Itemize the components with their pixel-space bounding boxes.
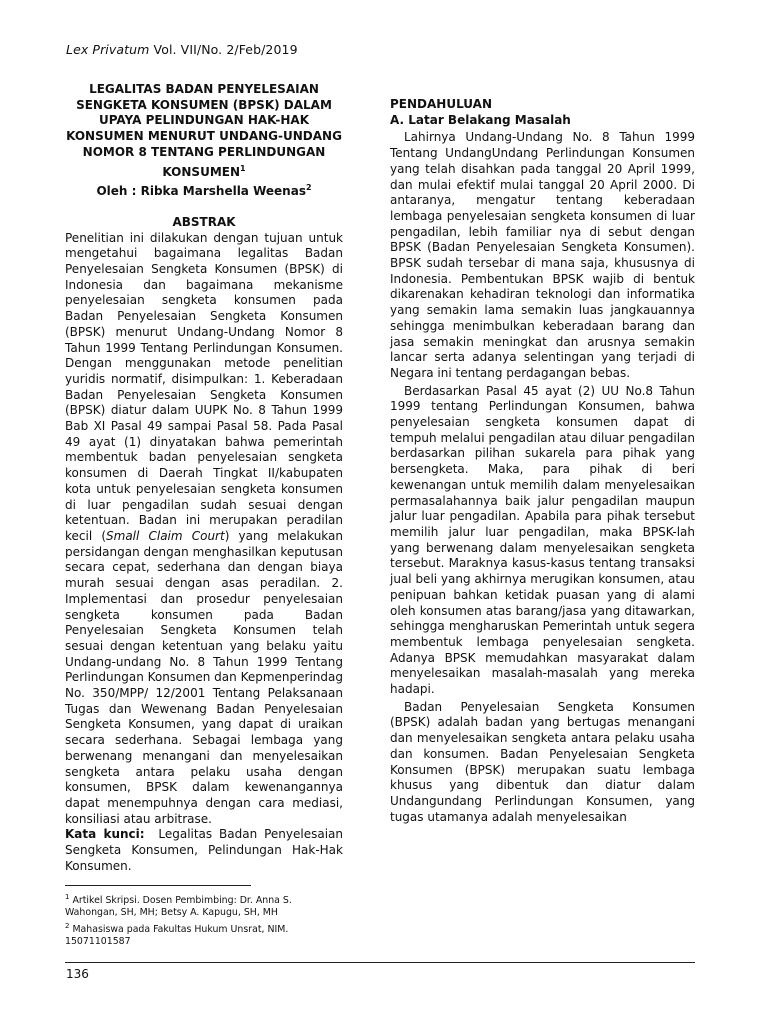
abstract-text-part2: ) yang melakukan persidangan dengan menghasilkan keputusan secara cepat, sederhana dan dengan biaya murah sesuai dengan asas peradilan. 2. Implementasi dan prosedur penyelesaian sengketa konsumen pada Badan Penyelesaian Sengketa Konsumen telah sesuai dengan ketentuan yang belaku yaitu Undang-undang No. 8 Tahun 1999 Tentang Perlindungan Konsumen dan Kepmenperindag No. 350/MPP/ 12/2001 Tentang Pelaksanaan Tugas dan Wewenang Badan Penyelesaian Sengketa Konsumen, yang dapat di uraikan secara sederhana. Sebagai lembaga yang berwenang menangani dan menyelesaikan sengketa antara pelaku usaha dengan konsumen, BPSK dalam kewenangannya dapat menempuhnya dengan cara mediasi, konsiliasi atau arbitrase. [65,528,344,826]
footnote-2-number: 2 [65,921,70,930]
abstract-body [65,231,343,828]
keywords [65,827,343,874]
article-author [65,180,343,200]
running-head [66,42,298,57]
intro-paragraph-2: Berdasarkan Pasal 45 ayat (2) UU No.8 Tahun 1999 tentang Perlindungan Konsumen, bahwa penyelesaian sengketa konsumen dapat di tempuh melalui pengadilan atau diluar pengadilan berdasarkan pilihan sukarela para pihak yang bersengketa. Maka, para pihak di beri kewenangan untuk memilih dalam menyelesaikan permasalahannya baik jalur pengadilan maupun jalur luar pengadilan. Apabila para pihak tersebut memilih jalur luar pengadilan, maka BPSK-lah yang berwenang dalam menyelesaikan sengketa tersebut. Maraknya kasus-kasus tentang transaksi jual beli yang akhirnya merugikan konsumen, atau penipuan bahkan ketidak puasan yang di alami oleh konsumen atas barang/jasa yang ditawarkan, sehingga mengharuskan Pemerintah untuk segera membentuk lembaga penyelesaian sengketa. Adanya BPSK memudahkan masyarakat dalam menyelesaikan masalah-masalah yang mereka hadapi. [390,383,695,697]
author-text: Oleh : Ribka Marshella Weenas [96,184,306,199]
keywords-text: Legalitas Badan Penyelesaian Sengketa Konsumen, Pelindungan Hak-Hak Konsumen. [65,827,343,873]
journal-issue: Vol. VII/No. 2/Feb/2019 [153,42,298,57]
page-bottom-rule [65,962,695,963]
abstract-text-part1: Penelitian ini dilakukan dengan tujuan untuk mengetahui bagaimana legalitas Badan Penyelesaian Sengketa Konsumen (BPSK) di Indonesia dan bagaimana mekanisme penyelesaian sengketa konsumen pada Badan Penyelesaian Sengketa Konsumen (BPSK) menurut Undang-Undang Nomor 8 Tahun 1999 Tentang Perlindungan Konsumen. Dengan menggunakan metode penelitian yuridis normatif, disimpulkan: 1. Keberadaan Badan Penyelesaian Sengketa Konsumen (BPSK) diatur dalam UUPK No. 8 Tahun 1999 Bab XI Pasal 49 sampai Pasal 58. Pada Pasal 49 ayat (1) dinyatakan bahwa pemerintah membentuk badan penyelesaian sengketa konsumen di Daerah Tingkat II/kabupaten kota untuk penyelesaian sengketa konsumen di luar pengadilan sudah sesuai dengan ketentuan. Badan ini merupakan peradilan kecil ( [65,230,343,543]
subsection-heading: A. Latar Belakang Masalah [390,112,571,127]
intro-paragraph-3: Badan Penyelesaian Sengketa Konsumen (BPSK) adalah badan yang bertugas menangani dan menyelesaikan sengketa antara pelaku usaha dan konsumen. Badan Penyelesaian Sengketa Konsumen (BPSK) merupakan suatu lembaga khusus yang dibentuk dan diatur dalam Undangundang Perlindungan Konsumen, yang tugas utamanya adalah menyelesaikan [390,699,695,824]
footnote-2-text: Mahasiswa pada Fakultas Hukum Unsrat, NIM. 15071101587 [65,923,289,948]
footnote-2 [65,920,343,949]
footnote-divider [65,885,251,886]
intro-paragraph-1: Lahirnya Undang-Undang No. 8 Tahun 1999 Tentang UndangUndang Perlindungan Konsumen yang telah disahkan pada tanggal 20 April 1999, dan mulai efektif mulai tanggal 20 April 2000. Di antaranya, mengatur tentang keberadaan lembaga penyelesaian sengketa konsumen di luar pengadilan, lebih familiar nya di sebut dengan BPSK (Badan Penyelesaian Sengketa Konsumen). BPSK sudah tersebar di mana saja, khususnya di Indonesia. Pembentukan BPSK wajib di bentuk dikarenakan kehadiran teknologi dan informatika yang semakin lama semakin luas jangkauannya sehingga menimbulkan keberadaan barang dan jasa semakin meningkat dan arusnya semakin lancar serta adanya selentingan yang terjadi di Negara ini tentang perdagangan bebas. [390,130,695,380]
footnote-1 [65,891,343,920]
abstract-italic-term: Small Claim Court [106,528,225,543]
article-title [65,82,343,180]
abstract-heading: ABSTRAK [172,214,236,229]
author-footnote-ref[interactable]: 2 [305,183,312,193]
article-title-text: LEGALITAS BADAN PENYELESAIAN SENGKETA KONSUMEN (BPSK) DALAM UPAYA PELINDUNGAN HAK-HAK KONSUMEN MENURUT UNDANG-UNDANG NOMOR 8 TENTANG PERLINDUNGAN KONSUMEN [66,82,342,179]
left-column [65,82,343,874]
keywords-label: Kata kunci: [65,827,145,842]
right-column [390,97,695,825]
title-footnote-ref[interactable]: 1 [240,163,246,173]
footnotes [65,891,343,948]
page-number: 136 [66,967,89,981]
journal-name: Lex Privatum [66,42,150,57]
footnote-1-text: Artikel Skripsi. Dosen Pembimbing: Dr. Anna S. Wahongan, SH, MH; Betsy A. Kapugu, SH, MH [65,895,292,919]
section-heading: PENDAHULUAN [390,97,492,111]
footnote-1-number: 1 [65,893,70,901]
